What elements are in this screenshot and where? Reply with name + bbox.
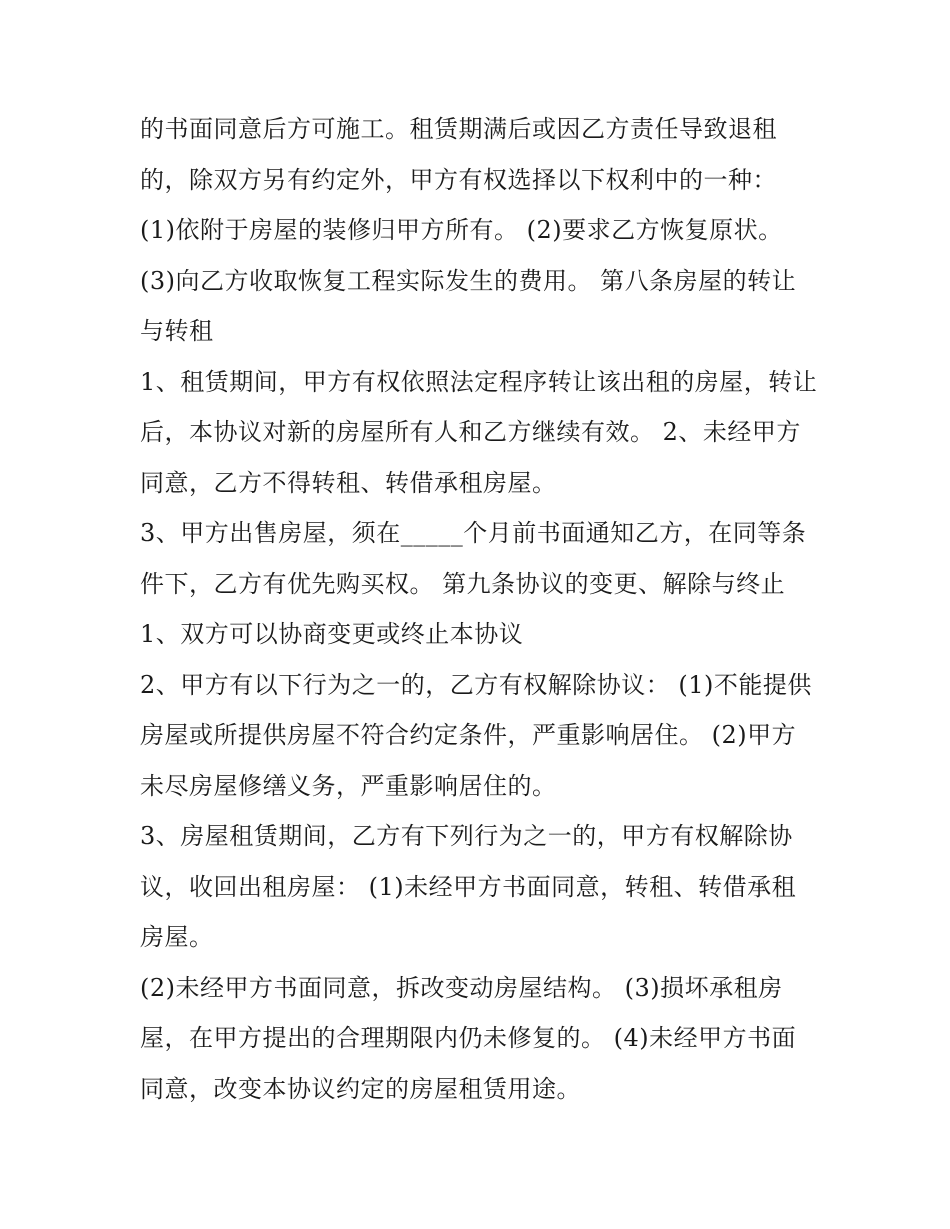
document-page [140, 104, 820, 1114]
paragraph-sale-notice-article-9: 3、甲方出售房屋，须在_____个月前书面通知乙方，在同等条件下，乙方有优先购买权。 第九条协议的变更、解除与终止 1、双方可以协商变更或终止本协议 [140, 519, 807, 648]
paragraph-lessee-termination: 2、甲方有以下行为之一的，乙方有权解除协议： (1)不能提供房屋或所提供房屋不符合约定条件，严重影响居住。 (2)甲方未尽房屋修缮义务，严重影响居住的。 [140, 670, 812, 800]
paragraph-decoration-clause: 的书面同意后方可施工。租赁期满后或因乙方责任导致退租的，除双方另有约定外，甲方有权选择以下权利中的一种： [140, 115, 777, 194]
paragraph-transfer-items-1-2: 1、租赁期间，甲方有权依照法定程序转让该出租的房屋，转让后，本协议对新的房屋所有人和乙方继续有效。 2、未经甲方同意，乙方不得转租、转借承租房屋。 [140, 367, 818, 497]
paragraph-lessor-termination: 3、房屋租赁期间，乙方有下列行为之一的，甲方有权解除协议，收回出租房屋： (1)未经甲方书面同意，转租、转借承租房屋。 [140, 822, 797, 951]
paragraph-option-3-article-8: (3)向乙方收取恢复工程实际发生的费用。 第八条房屋的转让与转租 [140, 266, 797, 345]
paragraph-lessor-termination-cont: (2)未经甲方书面同意，拆改变动房屋结构。 (3)损坏承租房屋，在甲方提出的合理期限内仍未修复的。 (4)未经甲方书面同意，改变本协议约定的房屋租赁用途。 [140, 973, 797, 1103]
paragraph-options-1-2: (1)依附于房屋的装修归甲方所有。 (2)要求乙方恢复原状。 [140, 216, 783, 244]
